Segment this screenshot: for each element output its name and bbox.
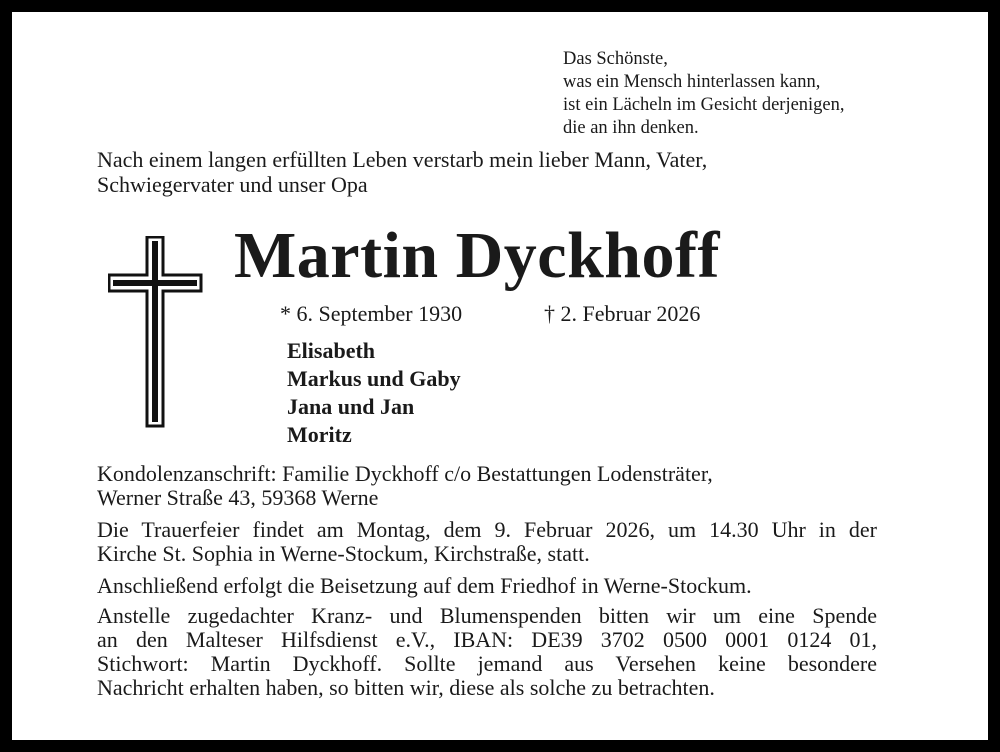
condolence-line: Werner Straße 43, 59368 Werne <box>97 485 379 510</box>
family-member: Moritz <box>287 422 352 447</box>
condolence-line: Kondolenzanschrift: Familie Dyckhoff c/o Bestattungen Lodensträter, <box>97 461 713 486</box>
intro-line: Schwiegervater und unser Opa <box>97 172 368 197</box>
birth-date: * 6. September 1930 <box>280 301 463 326</box>
family-member: Jana und Jan <box>287 394 415 419</box>
motto-line: was ein Mensch hinterlassen kann, <box>563 72 821 92</box>
donation-line: an den Malteser Hilfsdienst e.V., IBAN: DE39 3702 0500 0001 0124 01, <box>97 627 877 652</box>
motto-line: Das Schönste, <box>563 49 668 69</box>
family-member: Markus und Gaby <box>287 366 461 391</box>
donation-line: Anstelle zugedachter Kranz- und Blumenspenden bitten wir um eine Spende <box>97 603 877 628</box>
ceremony-line: Kirche St. Sophia in Werne-Stockum, Kirchstraße, statt. <box>97 541 590 566</box>
burial-line: Anschließend erfolgt die Beisetzung auf dem Friedhof in Werne-Stockum. <box>97 573 752 598</box>
intro-line: Nach einem langen erfüllten Leben verstarb mein lieber Mann, Vater, <box>97 147 708 172</box>
ceremony-line: Die Trauerfeier findet am Montag, dem 9. Februar 2026, um 14.30 Uhr in der <box>97 517 877 542</box>
obituary-notice <box>12 12 988 740</box>
donation-line: Nachricht erhalten haben, so bitten wir, diese als solche zu betrachten. <box>97 675 715 700</box>
deceased-name: Martin Dyckhoff <box>234 219 720 292</box>
cross-icon <box>108 236 204 428</box>
death-date: † 2. Februar 2026 <box>544 301 701 326</box>
motto-line: ist ein Lächeln im Gesicht derjenigen, <box>563 95 845 115</box>
family-member: Elisabeth <box>287 338 376 363</box>
donation-line: Stichwort: Martin Dyckhoff. Sollte jemand aus Versehen keine besondere <box>97 651 877 676</box>
motto-line: die an ihn denken. <box>563 118 699 138</box>
